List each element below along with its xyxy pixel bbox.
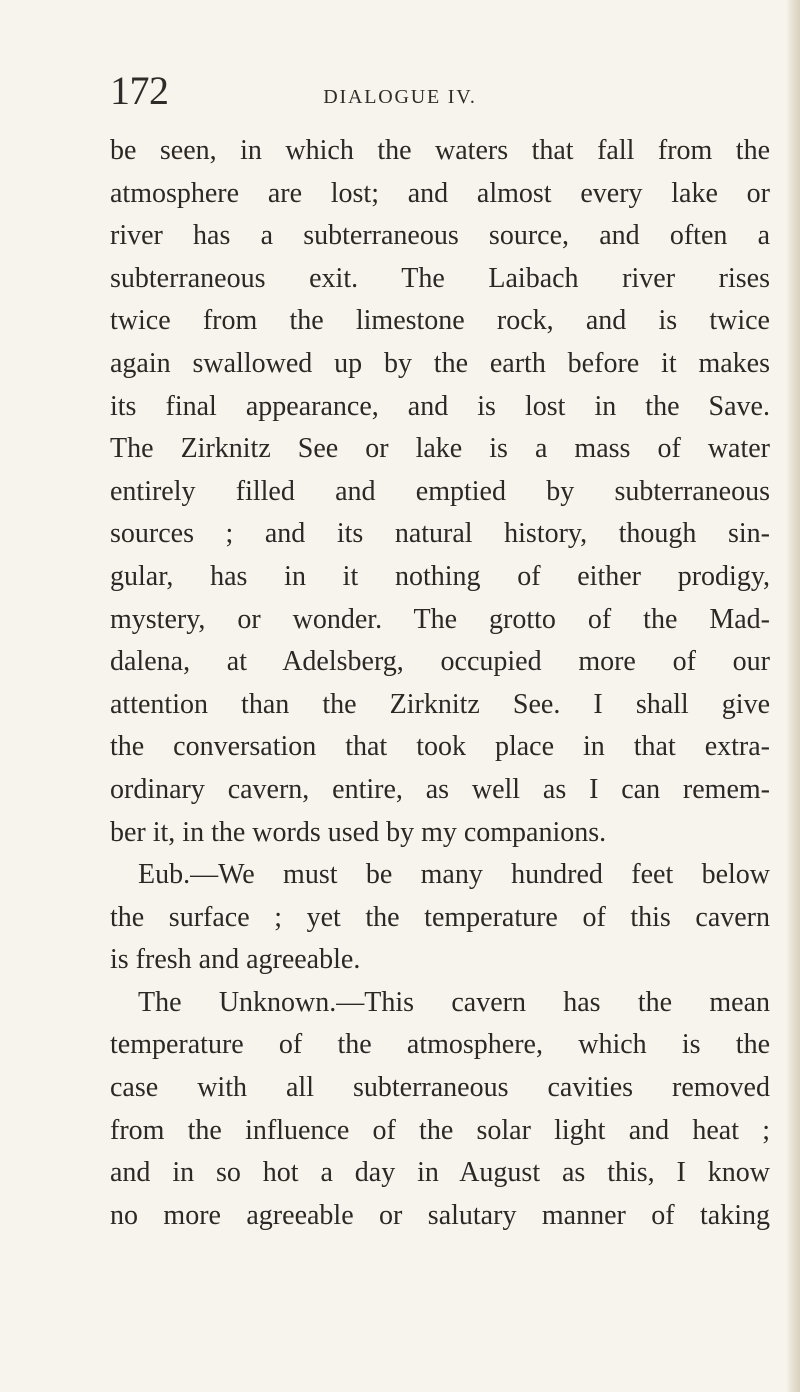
- text-line: sources ; and its natural history, though sin-: [110, 518, 770, 550]
- text-line: is fresh and agreeable.: [110, 944, 361, 976]
- text-line: the conversation that took place in that extra-: [110, 731, 770, 763]
- text-line: entirely filled and emptied by subterraneous: [110, 475, 770, 507]
- text-line: and in so hot a day in August as this, I know: [110, 1157, 770, 1189]
- text-line: temperature of the atmosphere, which is the: [110, 1029, 770, 1061]
- text-line: case with all subterraneous cavities removed: [110, 1072, 770, 1104]
- text-line: be seen, in which the waters that fall from the: [110, 135, 770, 166]
- text-line: from the influence of the solar light and heat ;: [110, 1114, 770, 1146]
- text-line: subterraneous exit. The Laibach river rises: [110, 262, 770, 294]
- text-line: ordinary cavern, entire, as well as I can remem-: [110, 773, 770, 805]
- running-head: DIALOGUE IV.: [323, 86, 477, 108]
- text-line: mystery, or wonder. The grotto of the Mad-: [110, 603, 770, 635]
- text-line: twice from the limestone rock, and is twice: [110, 305, 770, 337]
- page-number: 172: [110, 68, 169, 113]
- body-text: [110, 130, 770, 1237]
- text-line: atmosphere are lost; and almost every lake or: [110, 177, 770, 209]
- text-line: gular, has in it nothing of either prodigy,: [110, 560, 770, 592]
- page-edge-shadow: [786, 0, 800, 1392]
- text-line: the surface ; yet the temperature of this cavern: [110, 901, 770, 933]
- text-line: ber it, in the words used by my companions.: [110, 816, 607, 848]
- text-line: river has a subterraneous source, and often a: [110, 220, 770, 252]
- text-line: its final appearance, and is lost in the Save.: [110, 390, 770, 422]
- text-line: no more agreeable or salutary manner of taking: [110, 1199, 770, 1231]
- text-line: dalena, at Adelsberg, occupied more of our: [110, 646, 770, 678]
- text-line: attention than the Zirknitz See. I shall give: [110, 688, 770, 720]
- text-line: again swallowed up by the earth before it makes: [110, 347, 770, 379]
- dialogue-line-unknown: The Unknown.—This cavern has the mean: [138, 986, 770, 1018]
- text-line: The Zirknitz See or lake is a mass of water: [110, 433, 770, 465]
- dialogue-line-eub: Eub.—We must be many hundred feet below: [138, 859, 770, 891]
